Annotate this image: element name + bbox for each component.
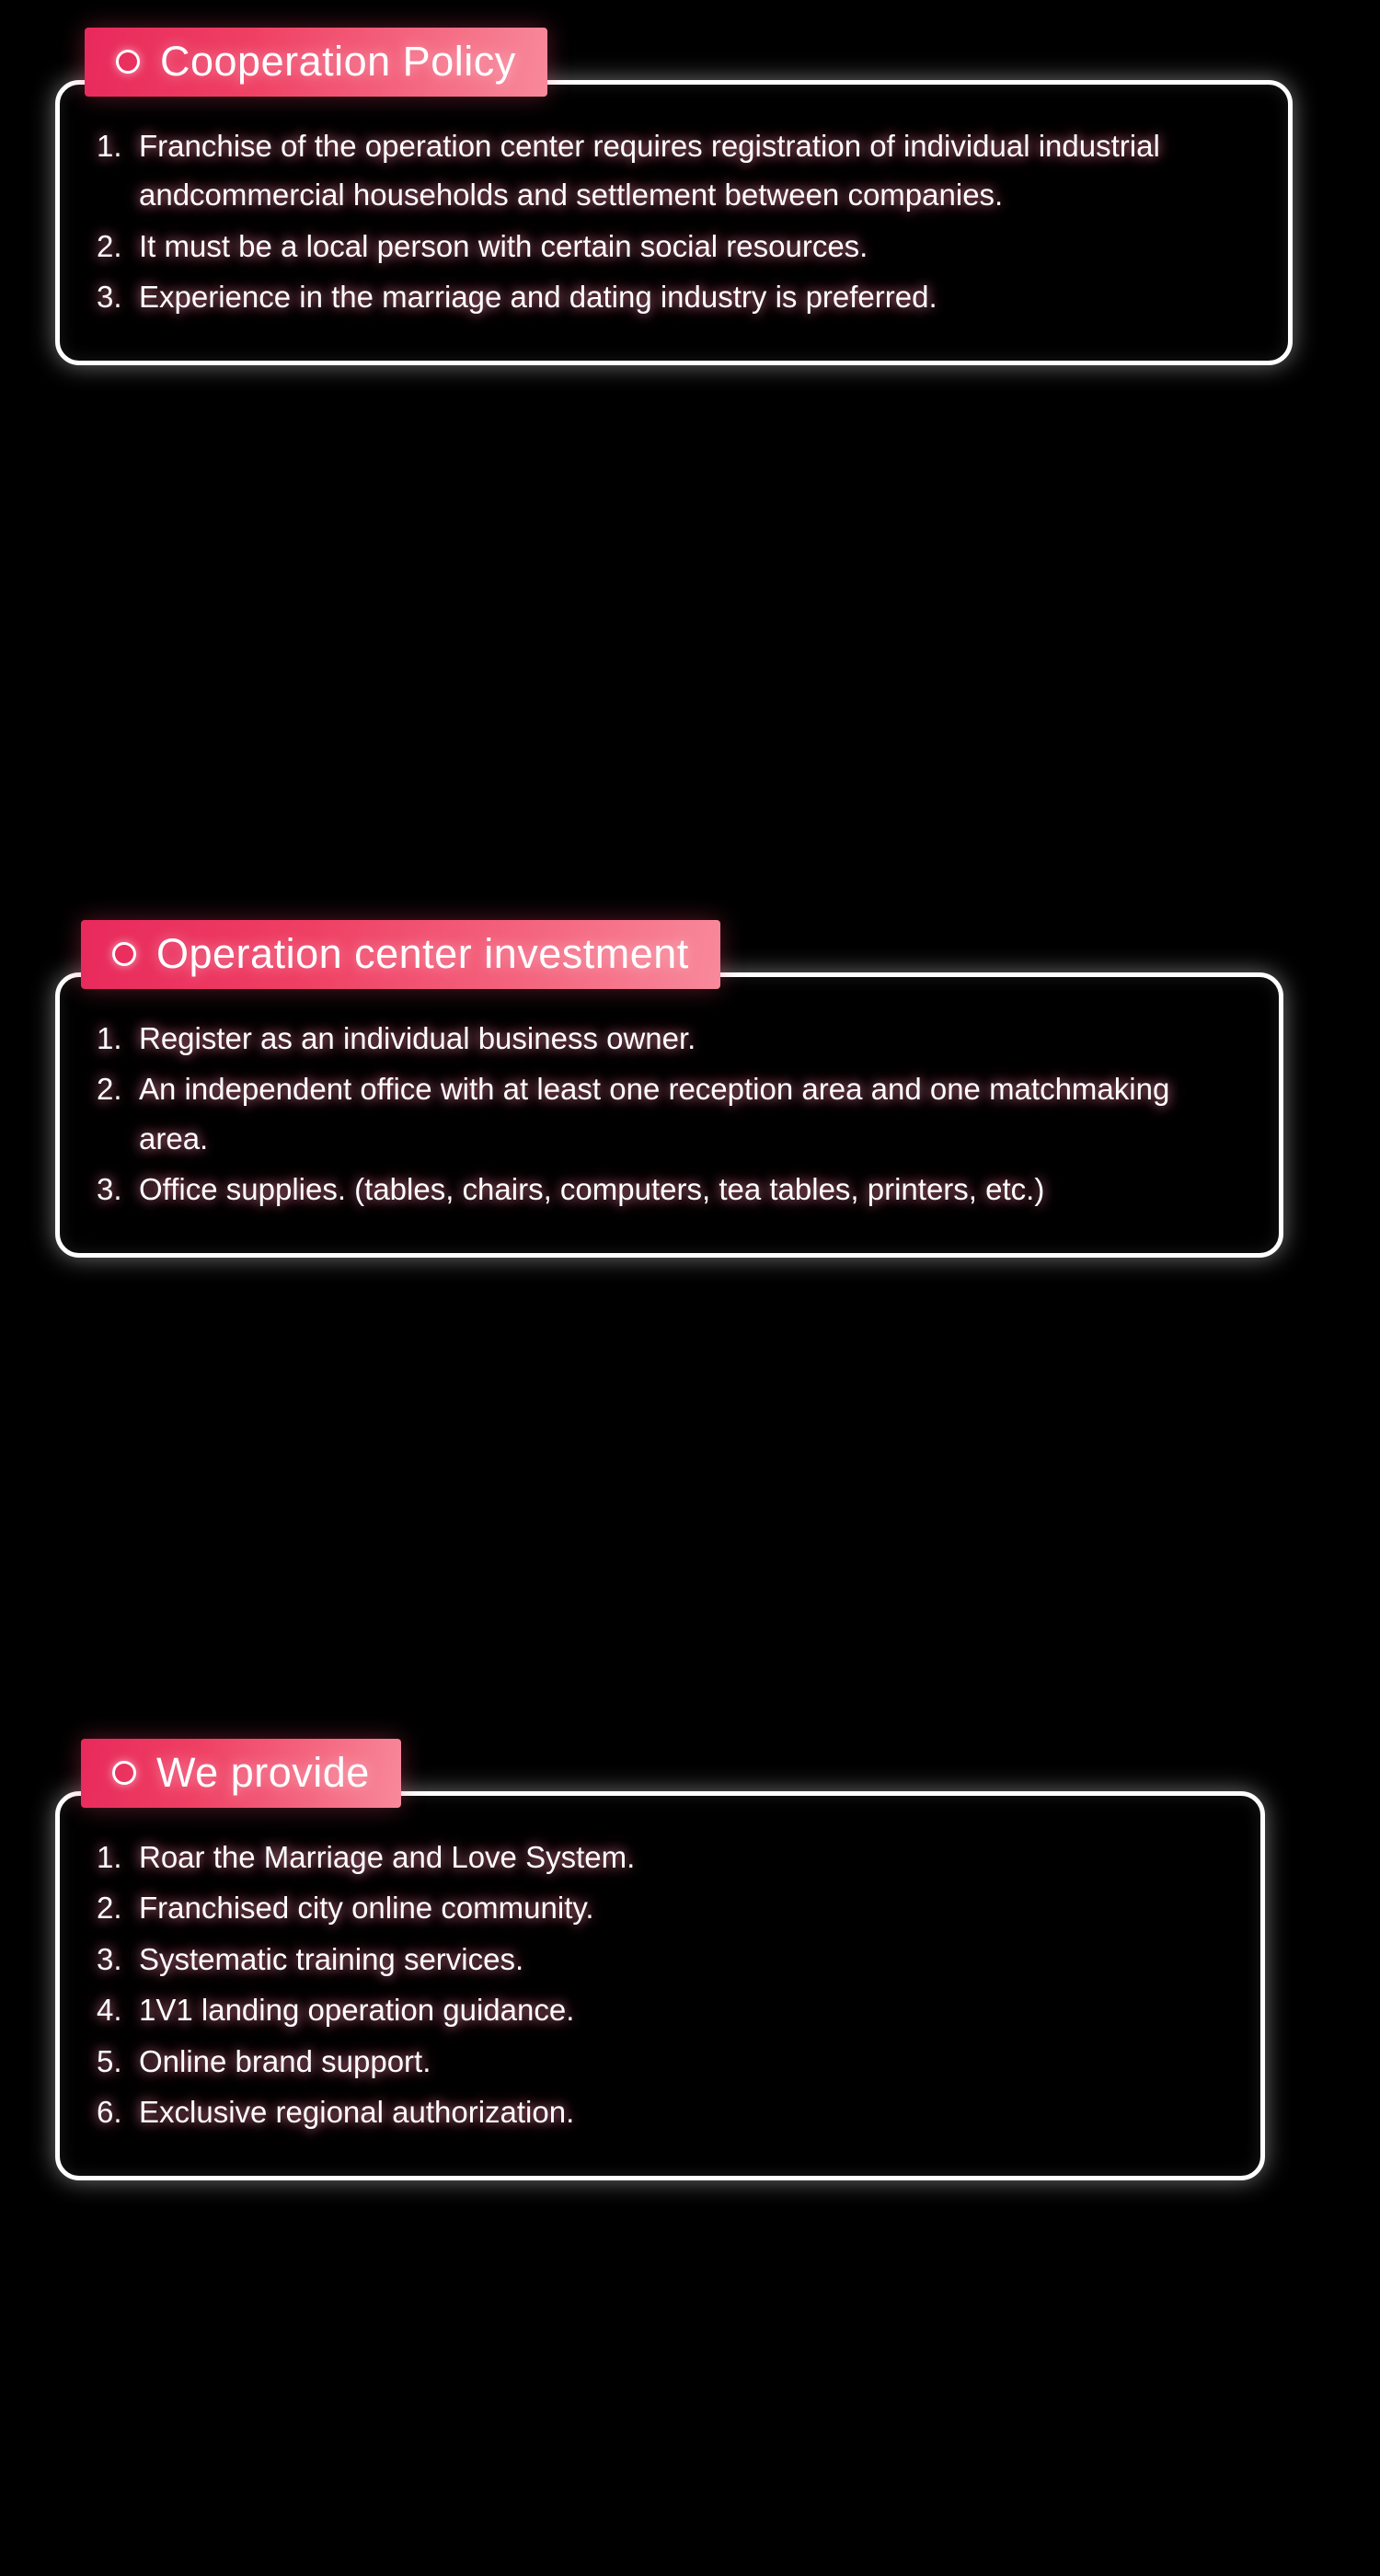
list-item (97, 272, 1248, 321)
list-item (97, 2037, 1220, 2086)
section-title: We provide (156, 1749, 370, 1796)
list-item-number: 1. (97, 1840, 122, 1874)
list-item-text: Franchised city online community. (139, 1891, 594, 1926)
list-item-text: Office supplies. (tables, chairs, computers, tea tables, printers, etc.) (139, 1172, 1045, 1207)
circle-outline-icon (116, 50, 140, 74)
section-cooperation-policy (55, 28, 1293, 365)
list-item-number: 3. (97, 1172, 122, 1207)
list-item-number: 2. (97, 1072, 122, 1107)
section-operation-center-investment (55, 920, 1293, 1258)
section-title: Operation center investment (156, 930, 689, 977)
section-body (55, 1791, 1265, 2180)
list-item (97, 1883, 1220, 1932)
list-item-number: 4. (97, 1993, 122, 2028)
list-item-text: 1V1 landing operation guidance. (139, 1993, 575, 2028)
list-item (97, 2087, 1220, 2136)
list-item-text: Franchise of the operation center requires registration of individual industrial andcommercial households and settlement between companies. (139, 129, 1160, 213)
section-header (81, 920, 720, 989)
list-item-number: 1. (97, 129, 122, 163)
list-item (97, 1935, 1220, 1984)
list-item-text: An independent office with at least one reception area and one matchmaking area. (139, 1072, 1170, 1156)
list-item-number: 3. (97, 280, 122, 315)
list-item-number: 2. (97, 1891, 122, 1926)
list-item-text: It must be a local person with certain social resources. (139, 228, 868, 263)
list-item-text: Exclusive regional authorization. (139, 2095, 575, 2130)
section-title: Cooperation Policy (160, 38, 516, 85)
list-item (97, 1985, 1220, 2034)
list-item-number: 1. (97, 1021, 122, 1055)
section-header (81, 1739, 401, 1808)
section-body (55, 80, 1293, 365)
list-item-text: Register as an individual business owner. (139, 1021, 696, 1055)
list-item (97, 222, 1248, 270)
circle-outline-icon (112, 1761, 136, 1785)
list-item (97, 1165, 1238, 1213)
section-body (55, 972, 1283, 1258)
list-item (97, 121, 1248, 220)
list-item-text: Roar the Marriage and Love System. (139, 1840, 636, 1874)
list-item (97, 1014, 1238, 1063)
list-item-text: Systematic training services. (139, 1941, 524, 1976)
list-item (97, 1833, 1220, 1881)
section-header (85, 28, 547, 97)
section-we-provide (55, 1739, 1293, 2180)
list-item-number: 6. (97, 2095, 122, 2130)
list-item (97, 1064, 1238, 1163)
circle-outline-icon (112, 942, 136, 966)
list-item-number: 2. (97, 228, 122, 263)
list-item-text: Experience in the marriage and dating industry is preferred. (139, 280, 937, 315)
list-item-number: 3. (97, 1941, 122, 1976)
list-item-number: 5. (97, 2043, 122, 2078)
list-item-text: Online brand support. (139, 2043, 431, 2078)
